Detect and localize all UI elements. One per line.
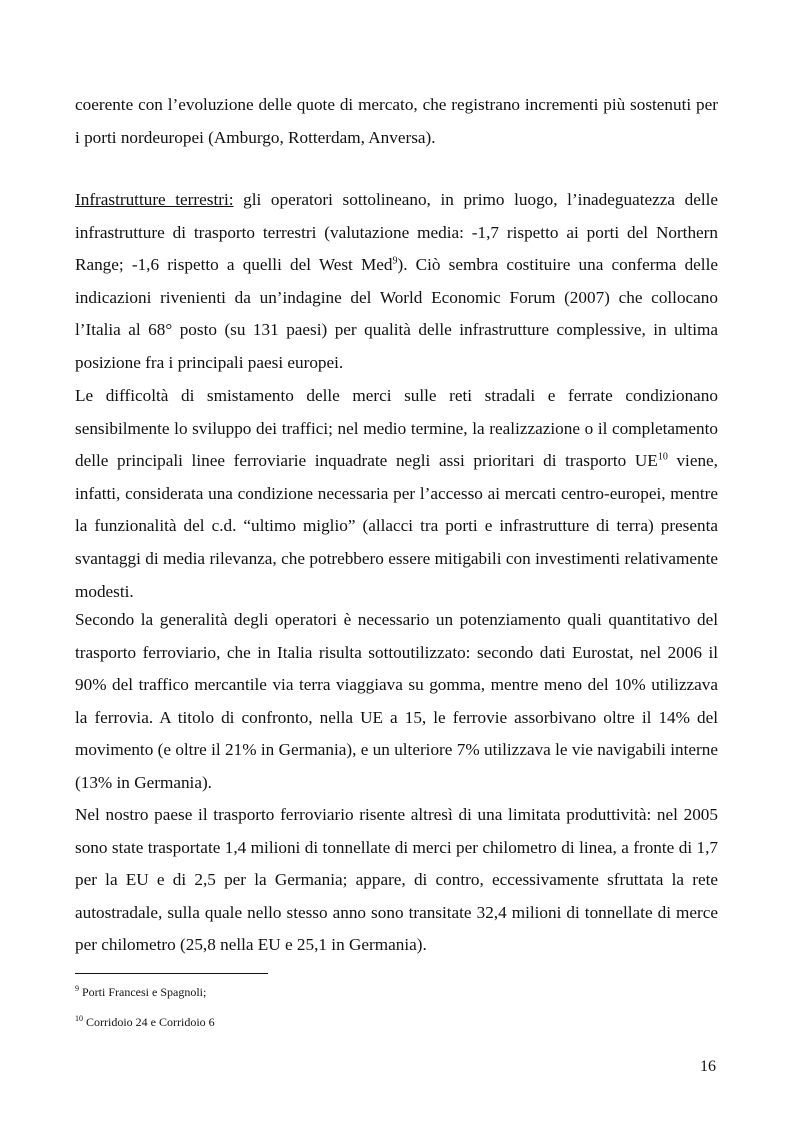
page-number: 16 <box>700 1058 716 1075</box>
paragraph-3-text-a: Le difficoltà di smistamento delle merci sulle reti stradali e ferrate condizionano sensibilmente lo sviluppo dei traffici; nel medio termine, la realizzazione o il completamento delle principali linee ferroviarie inquadrate negli assi prioritari di trasporto UE <box>75 386 718 471</box>
footnote-10-text: Corridoio 24 e Corridoio 6 <box>83 1015 215 1029</box>
paragraph-2 <box>75 184 718 380</box>
footnote-ref-10[interactable]: 10 <box>657 451 668 463</box>
footnote-9-text: Porti Francesi e Spagnoli; <box>79 985 207 999</box>
paragraph-3-text-b: viene, infatti, considerata una condizione necessaria per l’accesso ai mercati centro-europei, mentre la funzionalità del c.d. “ultimo miglio” (allacci tra porti e infrastrutture di terra) presenta svantaggi di media rilevanza, che potrebbero essere mitigabili con investimenti relativamente modesti. <box>75 451 718 601</box>
footnote-divider <box>75 973 268 974</box>
footnote-9-number: 9 <box>75 984 79 993</box>
paragraph-2-text-a: gli operatori sottolineano, in primo luogo, l’inadeguatezza delle infrastrutture di trasporto terrestri (valutazione media: -1,7 rispetto ai porti del Northern Range; -1,6 rispetto a quelli del West Med <box>75 190 719 275</box>
footnote-10 <box>75 1015 215 1029</box>
footnote-ref-9[interactable]: 9 <box>392 255 398 267</box>
paragraph-2-text-b: ). Ciò sembra costituire una conferma delle indicazioni rivenienti da un’indagine del World Economic Forum (2007) che collocano l’Italia al 68° posto (su 131 paesi) per qualità delle infrastrutture complessive, in ultima posizione fra i principali paesi europei. <box>75 255 718 372</box>
footnote-10-number: 10 <box>75 1014 83 1023</box>
paragraph-1-text: coerente con l’evoluzione delle quote di mercato, che registrano incrementi più sostenuti per i porti nordeuropei (Amburgo, Rotterdam, Anversa). <box>75 95 718 147</box>
paragraph-3 <box>75 380 718 608</box>
section-heading-infrastrutture: Infrastrutture terrestri: <box>75 190 234 209</box>
paragraph-4-text: Secondo la generalità degli operatori è necessario un potenziamento quali quantitativo del trasporto ferroviario, che in Italia risulta sottoutilizzato: secondo dati Eurostat, nel 2006 il 90% del traffico mercantile via terra viaggiava su gomma, mentre meno del 10% utilizzava la ferrovia. A titolo di confronto, nella UE a 15, le ferrovie assorbivano oltre il 14% del movimento (e oltre il 21% in Germania), e un ulteriore 7% utilizzava le vie navigabili interne (13% in Germania). <box>75 610 718 792</box>
paragraph-4 <box>75 604 718 800</box>
paragraph-5-text: Nel nostro paese il trasporto ferroviario risente altresì di una limitata produttività: nel 2005 sono state trasportate 1,4 milioni di tonnellate di merci per chilometro di linea, a fronte di 1,7 per la EU e di 2,5 per la Germania; appare, di contro, eccessivamente sfruttata la rete autostradale, sulla quale nello stesso anno sono transitate 32,4 milioni di tonnellate di merce per chilometro (25,8 nella EU e 25,1 in Germania). <box>75 805 718 955</box>
paragraph-5 <box>75 799 718 962</box>
paragraph-1 <box>75 89 718 154</box>
footnote-9 <box>75 985 206 999</box>
